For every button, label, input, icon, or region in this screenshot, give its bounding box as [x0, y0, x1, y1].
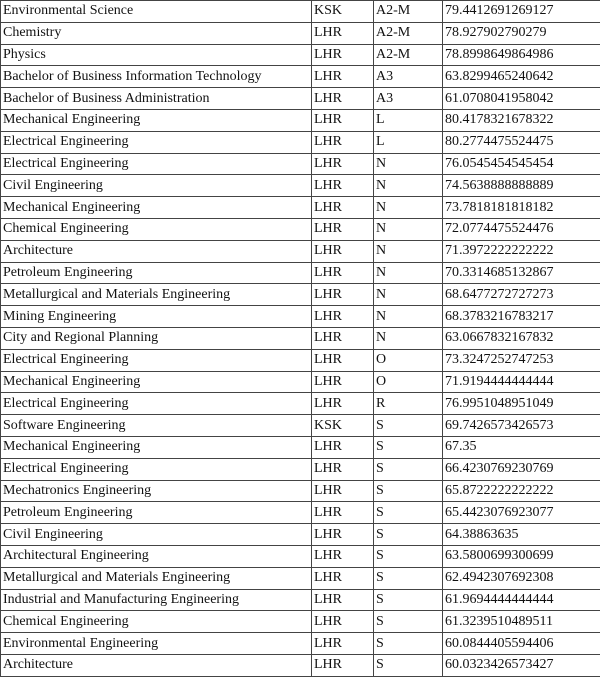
category-code-cell: N	[374, 327, 443, 349]
program-cell: Metallurgical and Materials Engineering	[1, 284, 312, 306]
category-code-cell: S	[374, 633, 443, 655]
category-code-cell: A2-M	[374, 22, 443, 44]
merit-score-cell: 80.2774475524475	[443, 131, 600, 153]
program-cell: Metallurgical and Materials Engineering	[1, 567, 312, 589]
campus-cell: LHR	[312, 436, 374, 458]
table-row	[1, 88, 600, 110]
campus-cell: LHR	[312, 44, 374, 66]
category-code-cell: S	[374, 589, 443, 611]
merit-score-cell: 68.6477272727273	[443, 284, 600, 306]
merit-score-cell: 60.0323426573427	[443, 654, 600, 676]
table-row	[1, 1, 600, 23]
category-code-cell: S	[374, 545, 443, 567]
category-code-cell: N	[374, 284, 443, 306]
merit-score-cell: 61.9694444444444	[443, 589, 600, 611]
merit-score-cell: 71.9194444444444	[443, 371, 600, 393]
category-code-cell: S	[374, 502, 443, 524]
merit-score-cell: 61.3239510489511	[443, 611, 600, 633]
merit-score-cell: 73.7818181818182	[443, 197, 600, 219]
table-row	[1, 371, 600, 393]
category-code-cell: S	[374, 611, 443, 633]
campus-cell: LHR	[312, 153, 374, 175]
program-cell: Electrical Engineering	[1, 153, 312, 175]
campus-cell: LHR	[312, 22, 374, 44]
program-cell: Mechanical Engineering	[1, 371, 312, 393]
campus-cell: LHR	[312, 240, 374, 262]
table-row	[1, 66, 600, 88]
campus-cell: LHR	[312, 589, 374, 611]
table-row	[1, 109, 600, 131]
category-code-cell: S	[374, 524, 443, 546]
table-row	[1, 240, 600, 262]
table-row	[1, 502, 600, 524]
table-row	[1, 436, 600, 458]
merit-score-cell: 70.3314685132867	[443, 262, 600, 284]
campus-cell: LHR	[312, 88, 374, 110]
campus-cell: LHR	[312, 66, 374, 88]
merit-score-cell: 63.0667832167832	[443, 327, 600, 349]
category-code-cell: A2-M	[374, 44, 443, 66]
campus-cell: LHR	[312, 458, 374, 480]
category-code-cell: S	[374, 415, 443, 437]
campus-cell: LHR	[312, 327, 374, 349]
merit-score-cell: 61.0708041958042	[443, 88, 600, 110]
table-row	[1, 327, 600, 349]
table-row	[1, 654, 600, 676]
program-cell: Electrical Engineering	[1, 458, 312, 480]
program-cell: City and Regional Planning	[1, 327, 312, 349]
campus-cell: LHR	[312, 633, 374, 655]
table-row	[1, 349, 600, 371]
campus-cell: LHR	[312, 131, 374, 153]
program-cell: Environmental Engineering	[1, 633, 312, 655]
program-cell: Mechatronics Engineering	[1, 480, 312, 502]
program-cell: Mechanical Engineering	[1, 436, 312, 458]
program-cell: Architectural Engineering	[1, 545, 312, 567]
category-code-cell: N	[374, 218, 443, 240]
campus-cell: LHR	[312, 262, 374, 284]
campus-cell: LHR	[312, 480, 374, 502]
category-code-cell: R	[374, 393, 443, 415]
category-code-cell: N	[374, 153, 443, 175]
table-row	[1, 458, 600, 480]
table-row	[1, 589, 600, 611]
table-row	[1, 22, 600, 44]
merit-score-cell: 63.8299465240642	[443, 66, 600, 88]
merit-score-cell: 76.0545454545454	[443, 153, 600, 175]
category-code-cell: S	[374, 436, 443, 458]
table-row	[1, 284, 600, 306]
campus-cell: LHR	[312, 109, 374, 131]
campus-cell: LHR	[312, 567, 374, 589]
category-code-cell: A3	[374, 88, 443, 110]
table-row	[1, 306, 600, 328]
program-cell: Electrical Engineering	[1, 131, 312, 153]
merit-score-cell: 65.4423076923077	[443, 502, 600, 524]
program-cell: Software Engineering	[1, 415, 312, 437]
category-code-cell: A3	[374, 66, 443, 88]
program-cell: Mechanical Engineering	[1, 197, 312, 219]
table-row	[1, 545, 600, 567]
category-code-cell: O	[374, 349, 443, 371]
program-cell: Electrical Engineering	[1, 393, 312, 415]
campus-cell: LHR	[312, 175, 374, 197]
table-row	[1, 611, 600, 633]
table-row	[1, 393, 600, 415]
category-code-cell: S	[374, 458, 443, 480]
table-row	[1, 131, 600, 153]
merit-score-cell: 62.4942307692308	[443, 567, 600, 589]
merit-score-cell: 71.3972222222222	[443, 240, 600, 262]
table-row	[1, 175, 600, 197]
campus-cell: LHR	[312, 545, 374, 567]
merit-score-cell: 67.35	[443, 436, 600, 458]
merit-score-cell: 66.4230769230769	[443, 458, 600, 480]
category-code-cell: S	[374, 654, 443, 676]
merit-score-cell: 80.4178321678322	[443, 109, 600, 131]
campus-cell: LHR	[312, 393, 374, 415]
category-code-cell: S	[374, 480, 443, 502]
table-row	[1, 218, 600, 240]
table-row	[1, 480, 600, 502]
campus-cell: KSK	[312, 415, 374, 437]
program-cell: Chemical Engineering	[1, 218, 312, 240]
merit-score-cell: 68.3783216783217	[443, 306, 600, 328]
table-row	[1, 262, 600, 284]
program-cell: Physics	[1, 44, 312, 66]
campus-cell: LHR	[312, 654, 374, 676]
campus-cell: LHR	[312, 371, 374, 393]
category-code-cell: N	[374, 175, 443, 197]
program-cell: Bachelor of Business Information Technology	[1, 66, 312, 88]
program-cell: Environmental Science	[1, 1, 312, 23]
category-code-cell: O	[374, 371, 443, 393]
program-cell: Electrical Engineering	[1, 349, 312, 371]
table-body	[1, 1, 600, 677]
program-cell: Civil Engineering	[1, 175, 312, 197]
campus-cell: LHR	[312, 306, 374, 328]
merit-score-cell: 69.7426573426573	[443, 415, 600, 437]
program-cell: Petroleum Engineering	[1, 502, 312, 524]
program-cell: Civil Engineering	[1, 524, 312, 546]
merit-score-cell: 76.9951048951049	[443, 393, 600, 415]
table-row	[1, 44, 600, 66]
category-code-cell: L	[374, 131, 443, 153]
merit-score-cell: 74.5638888888889	[443, 175, 600, 197]
merit-score-cell: 72.0774475524476	[443, 218, 600, 240]
category-code-cell: L	[374, 109, 443, 131]
program-cell: Bachelor of Business Administration	[1, 88, 312, 110]
merit-score-cell: 73.3247252747253	[443, 349, 600, 371]
category-code-cell: N	[374, 197, 443, 219]
program-cell: Petroleum Engineering	[1, 262, 312, 284]
campus-cell: LHR	[312, 218, 374, 240]
program-cell: Chemistry	[1, 22, 312, 44]
category-code-cell: A2-M	[374, 1, 443, 23]
program-cell: Chemical Engineering	[1, 611, 312, 633]
merit-score-cell: 79.4412691269127	[443, 1, 600, 23]
program-cell: Mechanical Engineering	[1, 109, 312, 131]
program-cell: Architecture	[1, 240, 312, 262]
merit-score-cell: 64.38863635	[443, 524, 600, 546]
table-row	[1, 153, 600, 175]
campus-cell: KSK	[312, 1, 374, 23]
merit-score-cell: 78.927902790279	[443, 22, 600, 44]
program-cell: Architecture	[1, 654, 312, 676]
program-cell: Industrial and Manufacturing Engineering	[1, 589, 312, 611]
merit-score-cell: 63.5800699300699	[443, 545, 600, 567]
table-row	[1, 567, 600, 589]
table-row	[1, 633, 600, 655]
table-row	[1, 524, 600, 546]
merit-score-cell: 60.0844405594406	[443, 633, 600, 655]
campus-cell: LHR	[312, 284, 374, 306]
program-cell: Mining Engineering	[1, 306, 312, 328]
category-code-cell: N	[374, 240, 443, 262]
table-row	[1, 197, 600, 219]
merit-score-cell: 78.8998649864986	[443, 44, 600, 66]
merit-score-cell: 65.8722222222222	[443, 480, 600, 502]
campus-cell: LHR	[312, 524, 374, 546]
category-code-cell: S	[374, 567, 443, 589]
campus-cell: LHR	[312, 502, 374, 524]
table-row	[1, 415, 600, 437]
campus-cell: LHR	[312, 611, 374, 633]
category-code-cell: N	[374, 306, 443, 328]
category-code-cell: N	[374, 262, 443, 284]
campus-cell: LHR	[312, 197, 374, 219]
campus-cell: LHR	[312, 349, 374, 371]
